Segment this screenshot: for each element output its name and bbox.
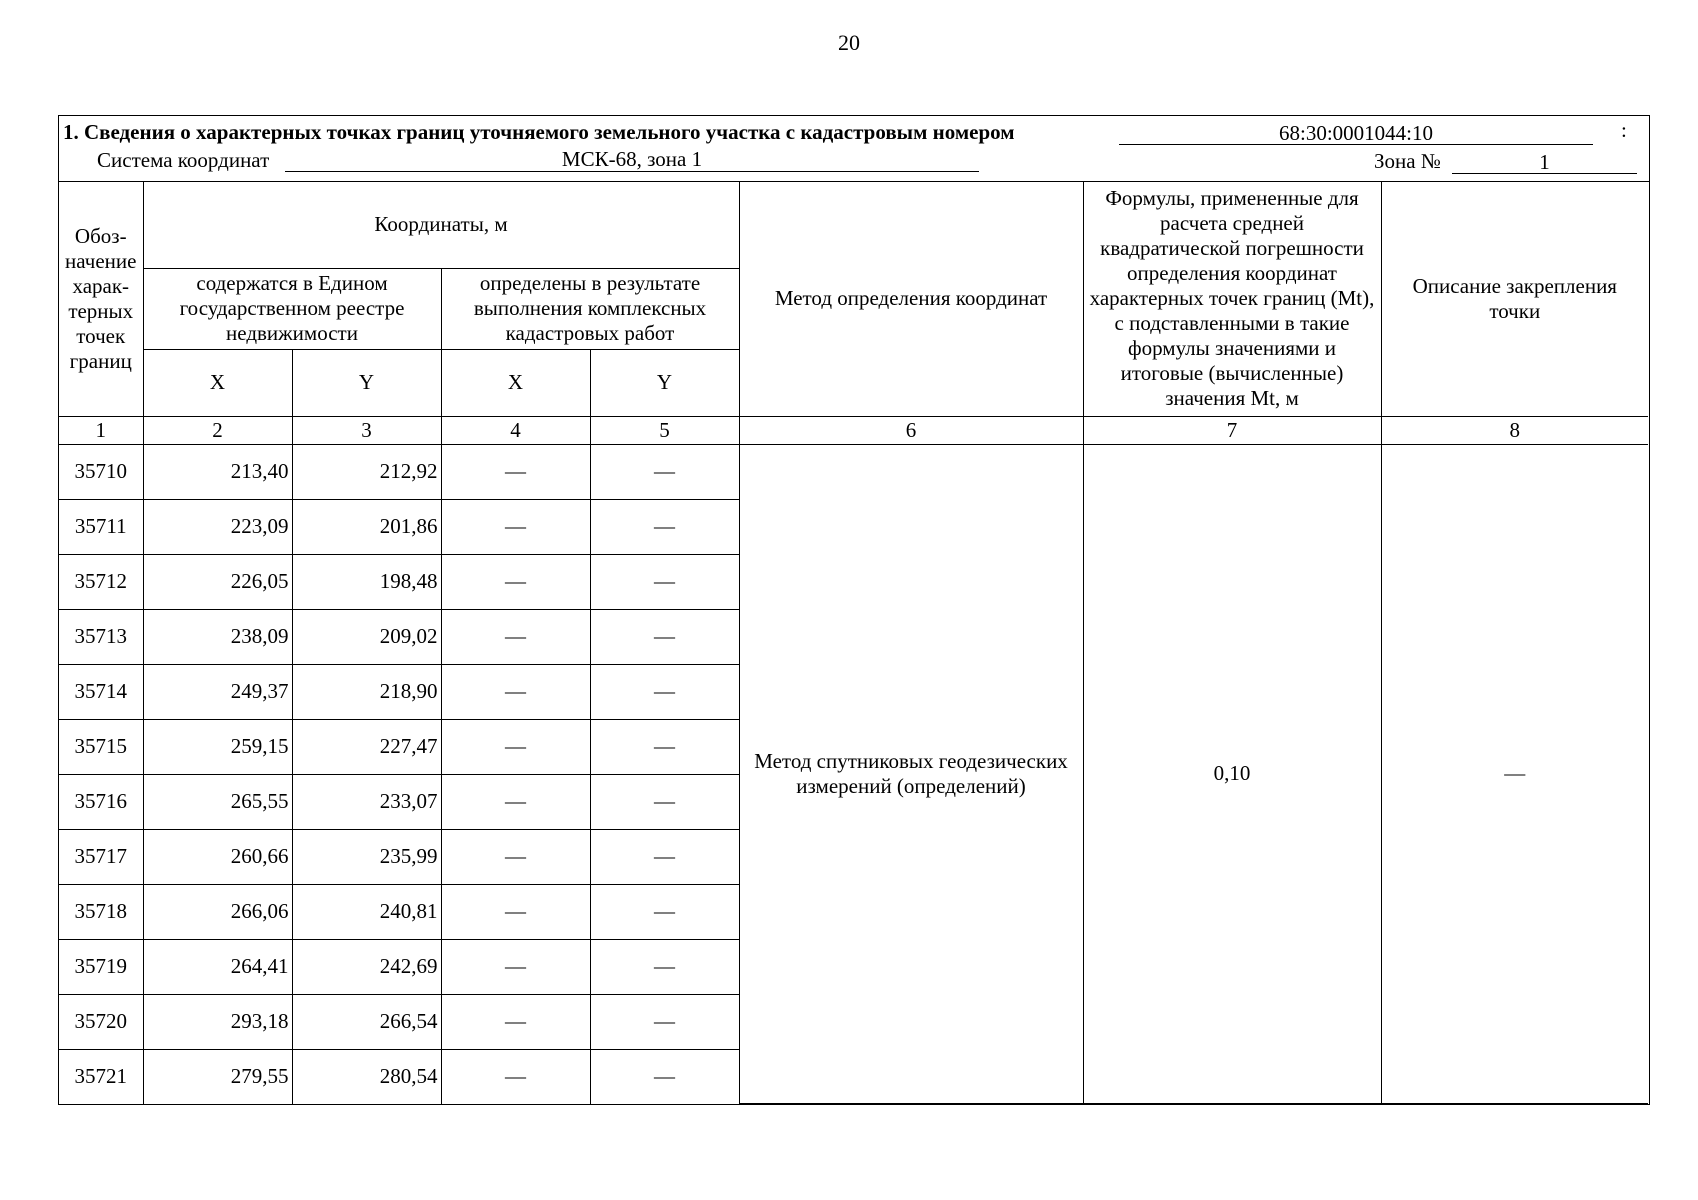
y-egrn: 233,07 bbox=[292, 774, 441, 829]
point-id: 35711 bbox=[59, 499, 143, 554]
description-cell: — bbox=[1381, 444, 1648, 1104]
column-number: 2 bbox=[143, 416, 292, 444]
column-number: 1 bbox=[59, 416, 143, 444]
cadastral-colon: : bbox=[1621, 118, 1627, 142]
x-complex: — bbox=[441, 444, 590, 499]
method-cell: Метод спутниковых геодезических измерений (определений) bbox=[739, 444, 1083, 1104]
y-egrn: 201,86 bbox=[292, 499, 441, 554]
header-designation bbox=[59, 182, 143, 416]
x-complex: — bbox=[441, 609, 590, 664]
y-egrn: 198,48 bbox=[292, 554, 441, 609]
x-complex: — bbox=[441, 939, 590, 994]
header-coordinates: Координаты, м bbox=[143, 182, 739, 268]
x-egrn: 293,18 bbox=[143, 994, 292, 1049]
y-complex: — bbox=[590, 664, 739, 719]
point-id: 35714 bbox=[59, 664, 143, 719]
point-id: 35715 bbox=[59, 719, 143, 774]
cadastral-number: 68:30:0001044:10 bbox=[1119, 120, 1593, 145]
crs-value: МСК-68, зона 1 bbox=[285, 147, 979, 172]
x-egrn: 226,05 bbox=[143, 554, 292, 609]
y-complex: — bbox=[590, 994, 739, 1049]
boundary-points-sheet bbox=[58, 115, 1650, 1105]
y-complex: — bbox=[590, 829, 739, 884]
header-formulas: Формулы, примененные для расчета средней квадратической погрешности определения координат характерных точек границ (Mt), с подставленными в такие формулы значениями и итоговые (вычисленные) значения Mt, м bbox=[1083, 182, 1381, 416]
crs-label: Система координат bbox=[97, 148, 270, 172]
x-complex: — bbox=[441, 884, 590, 939]
x-complex: — bbox=[441, 719, 590, 774]
point-id: 35712 bbox=[59, 554, 143, 609]
x-complex: — bbox=[441, 1049, 590, 1104]
x-egrn: 266,06 bbox=[143, 884, 292, 939]
column-number: 8 bbox=[1381, 416, 1648, 444]
header-egrn: содержатся в Едином государственном реестре недвижимости bbox=[143, 268, 441, 349]
header-y-egrn: Y bbox=[292, 349, 441, 416]
column-number: 4 bbox=[441, 416, 590, 444]
y-complex: — bbox=[590, 884, 739, 939]
x-egrn: 265,55 bbox=[143, 774, 292, 829]
y-egrn: 227,47 bbox=[292, 719, 441, 774]
y-egrn: 209,02 bbox=[292, 609, 441, 664]
x-egrn: 264,41 bbox=[143, 939, 292, 994]
column-number: 3 bbox=[292, 416, 441, 444]
point-id: 35719 bbox=[59, 939, 143, 994]
header-complex: определены в результате выполнения комплексных кадастровых работ bbox=[441, 268, 739, 349]
y-complex: — bbox=[590, 499, 739, 554]
y-egrn: 280,54 bbox=[292, 1049, 441, 1104]
header-description: Описание закрепления точки bbox=[1381, 182, 1648, 416]
header-method: Метод определения координат bbox=[739, 182, 1083, 416]
header-designation-label: Обоз- начение харак- терных точек границ bbox=[65, 223, 137, 373]
x-egrn: 279,55 bbox=[143, 1049, 292, 1104]
section-header bbox=[59, 116, 1649, 182]
x-egrn: 259,15 bbox=[143, 719, 292, 774]
point-id: 35710 bbox=[59, 444, 143, 499]
y-egrn: 235,99 bbox=[292, 829, 441, 884]
x-egrn: 223,09 bbox=[143, 499, 292, 554]
y-egrn: 242,69 bbox=[292, 939, 441, 994]
column-number: 5 bbox=[590, 416, 739, 444]
coordinates-table bbox=[59, 182, 1648, 1104]
x-egrn: 213,40 bbox=[143, 444, 292, 499]
zone-value: 1 bbox=[1452, 149, 1637, 174]
x-complex: — bbox=[441, 664, 590, 719]
y-complex: — bbox=[590, 1049, 739, 1104]
point-id: 35716 bbox=[59, 774, 143, 829]
y-complex: — bbox=[590, 774, 739, 829]
header-x-complex: X bbox=[441, 349, 590, 416]
point-id: 35720 bbox=[59, 994, 143, 1049]
table-row bbox=[59, 444, 1648, 499]
header-x-egrn: X bbox=[143, 349, 292, 416]
x-egrn: 249,37 bbox=[143, 664, 292, 719]
y-complex: — bbox=[590, 609, 739, 664]
y-egrn: 240,81 bbox=[292, 884, 441, 939]
y-complex: — bbox=[590, 444, 739, 499]
mt-value-cell: 0,10 bbox=[1083, 444, 1381, 1104]
x-complex: — bbox=[441, 554, 590, 609]
column-number: 7 bbox=[1083, 416, 1381, 444]
x-complex: — bbox=[441, 994, 590, 1049]
x-egrn: 238,09 bbox=[143, 609, 292, 664]
point-id: 35717 bbox=[59, 829, 143, 884]
y-complex: — bbox=[590, 939, 739, 994]
y-complex: — bbox=[590, 554, 739, 609]
y-complex: — bbox=[590, 719, 739, 774]
section-title: 1. Сведения о характерных точках границ уточняемого земельного участка с кадастровым номером bbox=[63, 120, 1015, 144]
x-complex: — bbox=[441, 774, 590, 829]
point-id: 35721 bbox=[59, 1049, 143, 1104]
table-body bbox=[59, 444, 1648, 1104]
page-number: 20 bbox=[838, 30, 860, 55]
y-egrn: 212,92 bbox=[292, 444, 441, 499]
y-egrn: 266,54 bbox=[292, 994, 441, 1049]
zone-label: Зона № bbox=[1374, 149, 1441, 173]
column-number: 6 bbox=[739, 416, 1083, 444]
point-id: 35713 bbox=[59, 609, 143, 664]
x-complex: — bbox=[441, 829, 590, 884]
point-id: 35718 bbox=[59, 884, 143, 939]
x-complex: — bbox=[441, 499, 590, 554]
x-egrn: 260,66 bbox=[143, 829, 292, 884]
header-y-complex: Y bbox=[590, 349, 739, 416]
y-egrn: 218,90 bbox=[292, 664, 441, 719]
